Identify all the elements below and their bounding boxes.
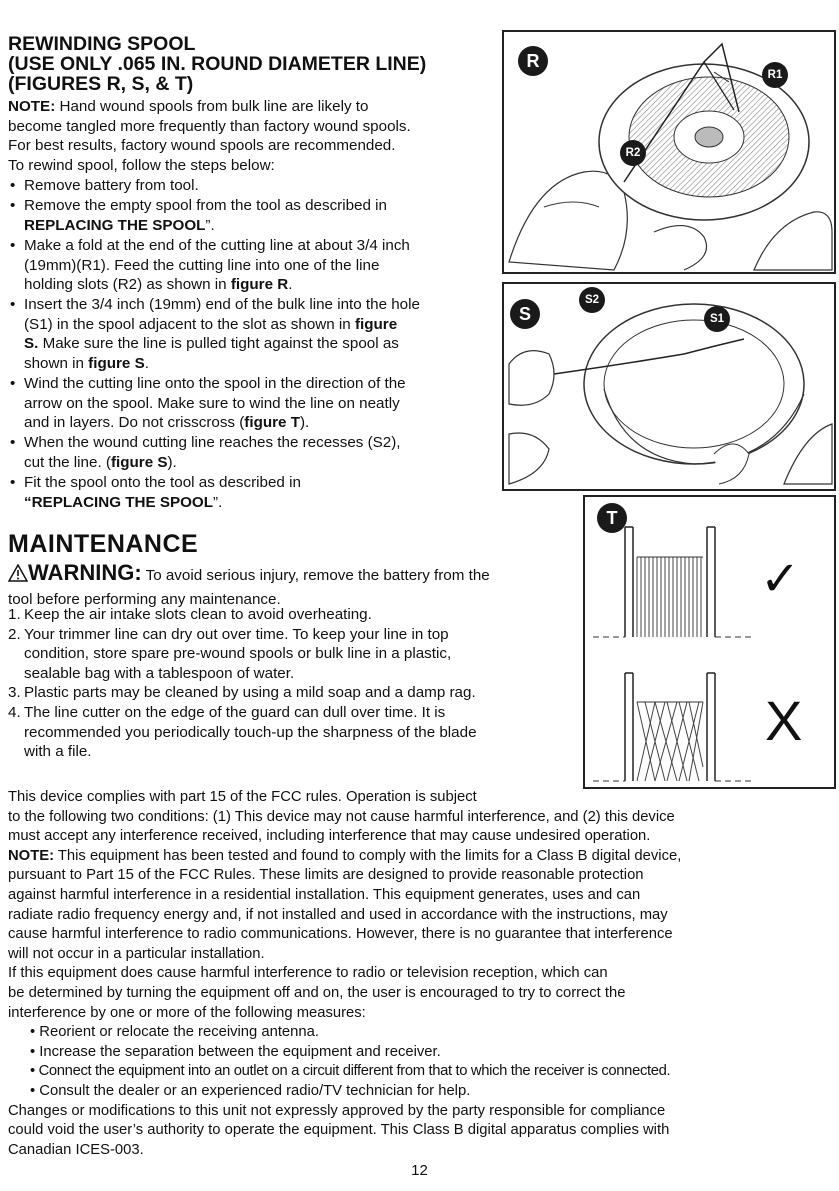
cross-mark-icon: X	[765, 689, 803, 752]
title-line-1: REWINDING SPOOL	[8, 33, 196, 55]
bullet-wind-line: • Wind the cutting line onto the spool in the direction of the arrow on the spool. Make sure to wind the line on neatly and in layers. Do not crisscross (figure T).	[10, 375, 406, 432]
figure-s	[502, 282, 836, 491]
callout-r1-icon: R1	[762, 62, 788, 88]
rewinding-title	[8, 34, 426, 94]
bullet-remove-battery: • Remove battery from tool.	[10, 177, 199, 194]
figure-r-badge: R	[518, 46, 548, 76]
maintenance-title: MAINTENANCE	[8, 530, 199, 558]
fcc-measure-1: • Reorient or relocate the receiving antenna.	[30, 1024, 319, 1041]
fcc-statement	[8, 788, 833, 1160]
maintenance-list	[8, 605, 588, 762]
fcc-p4-line3: Canadian ICES-003.	[8, 1141, 144, 1158]
rewinding-note	[8, 97, 498, 175]
warning-triangle-icon	[8, 564, 28, 590]
callout-s1-icon: S1	[704, 306, 730, 332]
fcc-note-label: NOTE:	[8, 847, 55, 864]
fcc-p1-line1: This device complies with part 15 of the FCC rules. Operation is subject	[8, 789, 477, 805]
note-line-4: To rewind spool, follow the steps below:	[8, 156, 275, 174]
warning-text-2: tool before performing any maintenance.	[8, 591, 281, 608]
fcc-note-first: This equipment has been tested and found to comply with the limits for a Class B digital device,	[54, 847, 682, 864]
fcc-p1-line2: to the following two conditions: (1) This device may not cause harmful interference, and (2) this device	[8, 808, 675, 825]
correct-winding-diagram	[593, 527, 755, 637]
title-line-2: (USE ONLY .065 IN. ROUND DIAMETER LINE)	[8, 53, 427, 75]
callout-r2-icon: R2	[620, 140, 646, 166]
page-number: 12	[411, 1162, 428, 1179]
figure-t	[583, 495, 836, 789]
bullet-insert-line: • Insert the 3/4 inch (19mm) end of the bulk line into the hole (S1) in the spool adjacent to the slot as shown in figure S. Make sure the line is pulled tight against the spool as shown in figure S.	[10, 296, 420, 372]
figure-s-illustration	[504, 284, 834, 489]
fcc-note-line6: will not occur in a particular installation.	[8, 945, 265, 962]
bullet-fit-spool: • Fit the spool onto the tool as described in “REPLACING THE SPOOL”.	[10, 474, 301, 511]
fcc-measure-3: • Connect the equipment into an outlet on a circuit different from that to which the receiver is connected.	[30, 1063, 671, 1080]
note-label: NOTE:	[8, 98, 56, 115]
maintenance-item-4: 4. The line cutter on the edge of the guard can dull over time. It is recommended you periodically touch-up the sharpness of the blade with a file.	[8, 703, 477, 761]
figure-s-badge: S	[510, 299, 540, 329]
incorrect-winding-diagram	[593, 673, 755, 781]
fcc-note-line4: radiate radio frequency energy and, if not installed and used in accordance with the instructions, may	[8, 906, 668, 923]
title-line-3: (FIGURES R, S, & T)	[8, 73, 194, 95]
warning-label: WARNING:	[28, 560, 142, 585]
fcc-note-line2: pursuant to Part 15 of the FCC Rules. These limits are designed to provide reasonable protection	[8, 867, 644, 884]
note-line-2: become tangled more frequently than factory wound spools.	[8, 117, 411, 135]
fcc-p1-line3: must accept any interference received, including interference that may cause undesired operation.	[8, 828, 651, 845]
bullet-cut-line: • When the wound cutting line reaches the recesses (S2), cut the line. (figure S).	[10, 434, 401, 471]
maintenance-item-1: 1. Keep the air intake slots clean to avoid overheating.	[8, 606, 372, 623]
maintenance-warning	[8, 561, 583, 610]
fcc-p4-line1: Changes or modifications to this unit not expressly approved by the party responsible for compliance	[8, 1102, 666, 1119]
maintenance-item-2: 2. Your trimmer line can dry out over time. To keep your line in top condition, store spare pre-wound spools or bulk line in a plastic, sealable bag with a tablespoon of water.	[8, 625, 452, 682]
note-text: Hand wound spools from bulk line are likely to	[55, 98, 369, 115]
maintenance-item-3: 3. Plastic parts may be cleaned by using a mild soap and a damp rag.	[8, 684, 476, 702]
bullet-make-fold: • Make a fold at the end of the cutting line at about 3/4 inch (19mm)(R1). Feed the cutting line into one of the line holding slots (R2) as shown in figure R.	[10, 237, 410, 294]
fcc-note-line3: against harmful interference in a residential installation. This equipment generates, uses and can	[8, 886, 641, 903]
figure-r	[502, 30, 836, 274]
warning-text: To avoid serious injury, remove the battery from the	[141, 567, 490, 584]
fcc-note-line5: cause harmful interference to radio communications. However, there is no guarantee that interference	[8, 926, 673, 943]
fcc-p3-line2: be determined by turning the equipment off and on, the user is encouraged to try to correct the	[8, 984, 626, 1001]
check-mark-icon: ✓	[760, 551, 801, 607]
bullet-remove-spool: • Remove the empty spool from the tool as described in REPLACING THE SPOOL”.	[10, 197, 387, 234]
fcc-p4-line2: could void the user’s authority to operate the equipment. This Class B digital apparatus complies with	[8, 1122, 670, 1139]
note-line-3: For best results, factory wound spools are recommended.	[8, 137, 396, 155]
fcc-p3-line1: If this equipment does cause harmful interference to radio or television reception, which can	[8, 965, 608, 982]
fcc-measure-2: • Increase the separation between the equipment and receiver.	[30, 1043, 441, 1060]
figure-t-badge: T	[597, 503, 627, 533]
fcc-p3-line3: interference by one or more of the following measures:	[8, 1004, 366, 1021]
fcc-measure-4: • Consult the dealer or an experienced radio/TV technician for help.	[30, 1082, 471, 1099]
callout-s2-icon: S2	[579, 287, 605, 313]
